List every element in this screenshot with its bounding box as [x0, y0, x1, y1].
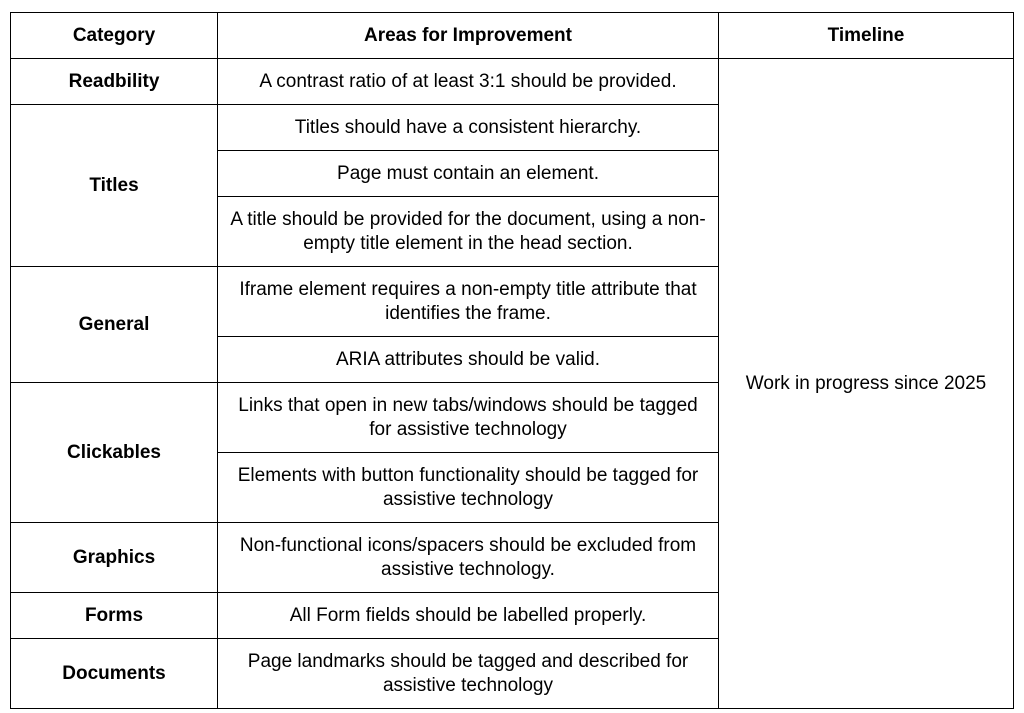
header-category: Category [11, 13, 218, 59]
improvement-item: Iframe element requires a non-empty title attribute that identifies the frame. [218, 267, 719, 337]
improvement-item: A title should be provided for the document, using a non-empty title element in the head section. [218, 197, 719, 267]
table-row [11, 59, 1014, 105]
category-documents: Documents [11, 639, 218, 709]
improvement-item: Page must contain an element. [218, 151, 719, 197]
category-titles: Titles [11, 105, 218, 267]
improvement-item: Elements with button functionality should be tagged for assistive technology [218, 453, 719, 523]
improvement-item: Page landmarks should be tagged and described for assistive technology [218, 639, 719, 709]
category-clickables: Clickables [11, 383, 218, 523]
improvement-item: A contrast ratio of at least 3:1 should be provided. [218, 59, 719, 105]
table-header-row [11, 13, 1014, 59]
category-readbility: Readbility [11, 59, 218, 105]
improvement-table [10, 12, 1014, 709]
improvement-item: Non-functional icons/spacers should be excluded from assistive technology. [218, 523, 719, 593]
header-timeline: Timeline [719, 13, 1014, 59]
header-areas-for-improvement: Areas for Improvement [218, 13, 719, 59]
improvement-item: Titles should have a consistent hierarchy. [218, 105, 719, 151]
improvement-item: ARIA attributes should be valid. [218, 337, 719, 383]
improvement-item: Links that open in new tabs/windows should be tagged for assistive technology [218, 383, 719, 453]
category-forms: Forms [11, 593, 218, 639]
category-graphics: Graphics [11, 523, 218, 593]
timeline-cell: Work in progress since 2025 [719, 59, 1014, 709]
improvement-item: All Form fields should be labelled properly. [218, 593, 719, 639]
category-general: General [11, 267, 218, 383]
